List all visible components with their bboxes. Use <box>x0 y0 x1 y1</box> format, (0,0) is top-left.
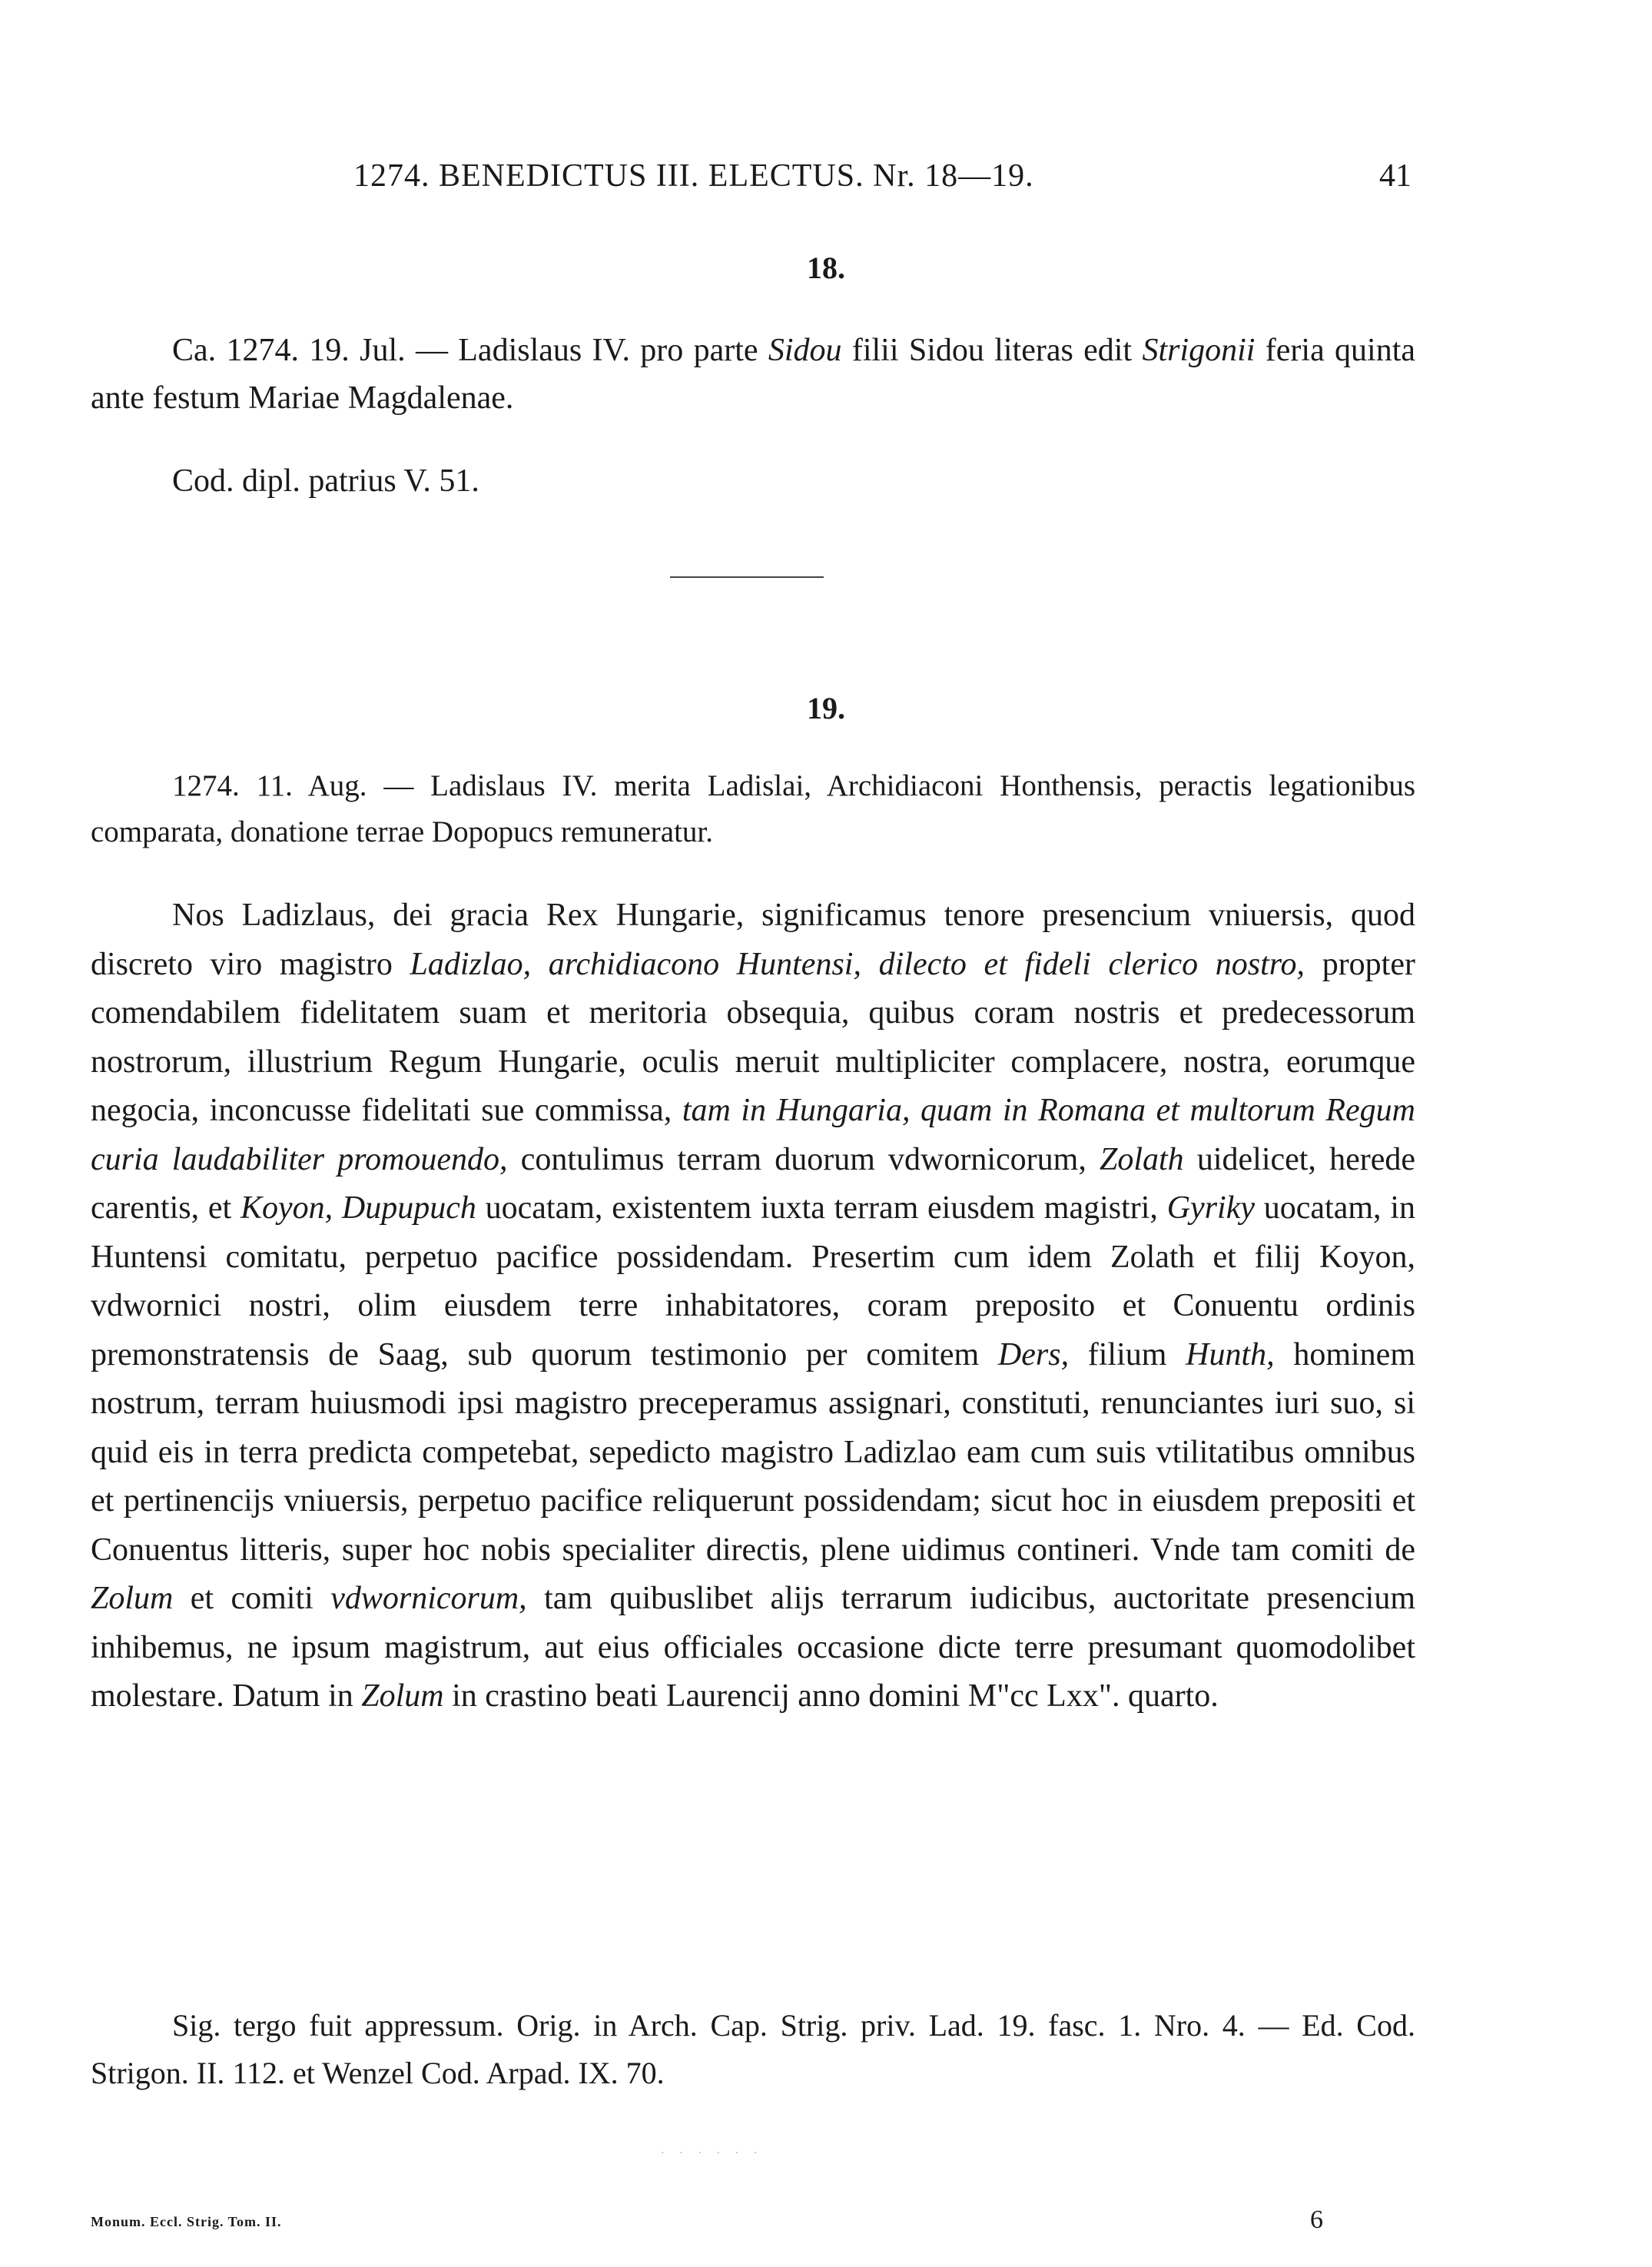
document-number-19: 19. <box>807 691 845 725</box>
doc18-summary: Ca. 1274. 19. Jul. — Ladislaus IV. pro parte Sidou filii Sidou literas edit Strigonii feria quinta ante festum Mariae Magdalenae. <box>91 333 1416 416</box>
doc18-source: Cod. dipl. patrius V. 51. <box>172 463 479 499</box>
doc19-charter-text: Nos Ladizlaus, dei gracia Rex Hungarie, significamus tenore presencium vniuersis, quod discreto viro magistro Ladizlao, archidiacono Huntensi, dilecto et fideli clerico nostro, propter comendabilem fidelitatem suam et meritoria obsequia, quibus coram nostris et predecessorum nostrorum, illustrium Regum Hungarie, oculis meruit multipliciter complacere, nostra, eorumque negocia, inconcusse fidelitati sue commissa, tam in Hungaria, quam in Romana et multorum Regum curia laudabiliter promouendo, contulimus terram duorum vdwornicorum, Zolath uidelicet, herede carentis, et Koyon, Dupupuch uocatam, existentem iuxta terram eiusdem magistri, Gyriky uocatam, in Huntensi comitatu, perpetuo pacifice possidendam. Presertim cum idem Zolath et filij Koyon, vdwornici nostri, olim eiusdem terre inhabitatores, coram preposito et Conuentu ordinis premonstratensis de Saag, sub quorum testimonio per comitem Ders, filium Hunth, hominem nostrum, terram huiusmodi ipsi magistro preceperamus assignari, constituti, renunciantes iuri suo, si quid eis in terra predicta competebat, sepedicto magistro Ladizlao eam cum suis vtilitatibus omnibus et pertinencijs vniuersis, perpetuo pacifice reliquerunt possidendam; sicut hoc in eiusdem prepositi et Conuentus litteris, super hoc nobis specialiter directis, plene uidimus contineri. Vnde tam comiti de Zolum et comiti vdwornicorum, tam quibuslibet alijs terrarum iudicibus, auctoritate presencium inhibemus, ne ipsum magistrum, aut eius officiales occasione dicte terre presumant quomodolibet molestare. Datum in Zolum in crastino beati Laurencij anno domini M"cc Lxx". quarto. <box>91 898 1415 1714</box>
doc19-source: Sig. tergo fuit appressum. Orig. in Arch. Cap. Strig. priv. Lad. 19. fasc. 1. Nro. 4. — Ed. Cod. Strigon. II. 112. et Wenzel Cod. Arpad. IX. 70. <box>91 2008 1415 2090</box>
section-divider <box>670 576 824 578</box>
signature-mark: Monum. Eccl. Strig. Tom. II. <box>91 2214 282 2229</box>
sheet-number: 6 <box>1310 2206 1323 2234</box>
page-number: 41 <box>1379 158 1411 194</box>
doc19-summary: 1274. 11. Aug. — Ladislaus IV. merita Ladislai, Archidiaconi Honthensis, peractis legationibus comparata, donatione terrae Dopopucs remuneratur. <box>91 769 1415 848</box>
print-dots: · · · · · · <box>661 2148 764 2159</box>
running-title: 1274. BENEDICTUS III. ELECTUS. Nr. 18—19. <box>353 158 1034 194</box>
document-number-18: 18. <box>807 251 845 285</box>
